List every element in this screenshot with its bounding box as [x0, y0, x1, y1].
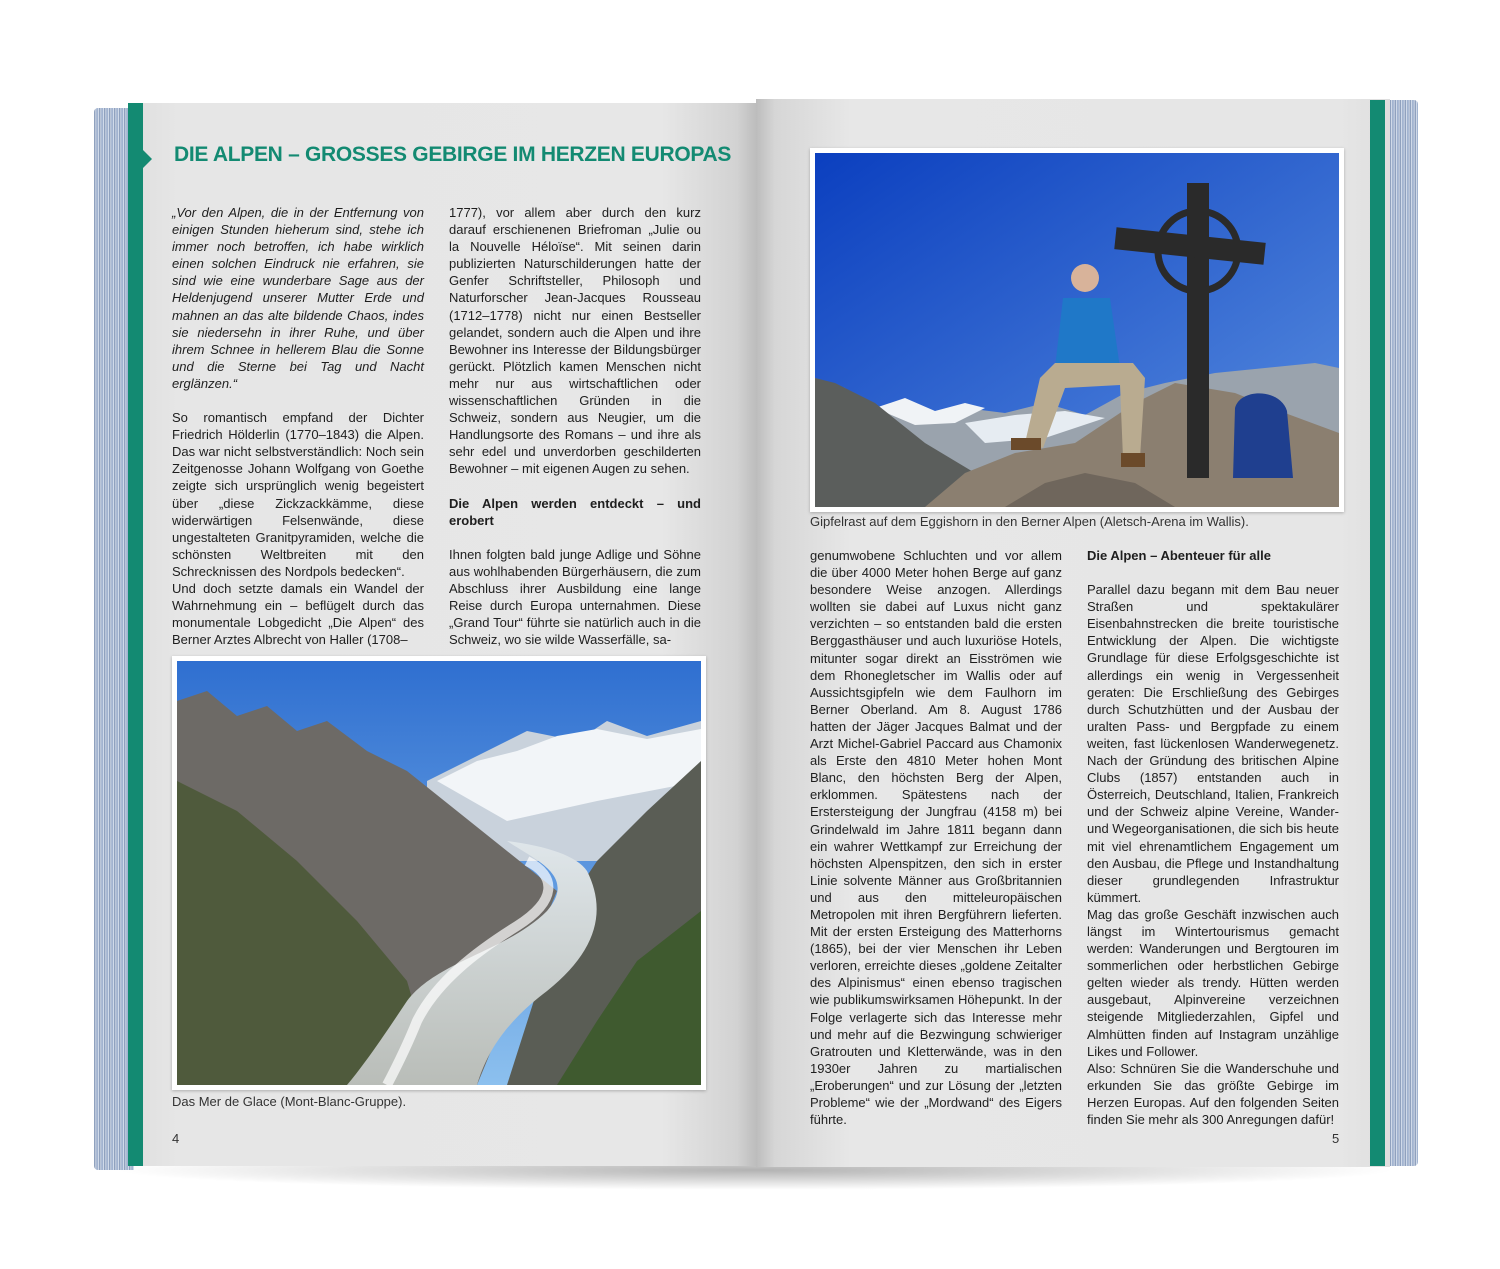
accent-bar-right: [1370, 100, 1385, 1166]
photo-mer-de-glace: [172, 656, 706, 1090]
summit-illustration: [815, 153, 1339, 507]
paragraph: Mag das große Geschäft inzwischen auch längst im Wintertourismus gemacht werden: Wanderungen und Bergtouren im sommerlichen oder herbstlichen Gebirge gelten wieder als trendy. Hütten werden ausgebaut, Alpinvereine verzeichnen steigende Mitgliederzahlen, Gipfel und Almhütten finden auf Instagram unzählige Likes und Follower.: [1087, 906, 1339, 1059]
left-column-2: [449, 204, 701, 648]
paragraph: 1777), vor allem aber durch den kurz darauf erschienenen Briefroman „Julie ou la Nouvelle Héloïse“. Mit seinen darin publizierten Naturschilderungen hatte der Genfer Schriftsteller, Philosoph und Naturforscher Jean-Jacques Rousseau (1712–1778) nicht nur einen Bestseller gelandet, sondern auch die Alpen und ihre Bewohner ins Interesse der Bildungsbürger gerückt. Plötzlich kamen Menschen nicht mehr nur aus wirtschaftlichen oder wissenschaftlichen Gründen in die Schweiz, sondern aus Neugier, um die Handlungsorte des Romans – und ihre als sehr edel und unverdorben geschilderten Bewohner – mit eigenen Augen zu sehen.: [449, 205, 701, 477]
glacier-illustration: [177, 661, 701, 1085]
paragraph: Also: Schnüren Sie die Wanderschuhe und erkunden Sie das größte Gebirge im Herzen Europas. Auf den folgenden Seiten finden Sie mehr als 300 Anregungen dafür!: [1087, 1060, 1339, 1127]
accent-bar-left: [128, 103, 143, 1166]
paragraph: Und doch setzte damals ein Wandel der Wahrnehmung ein – beflügelt durch das monumentale Lobgedicht „Die Alpen“ des Berner Arztes Albrecht von Haller (1708–: [172, 580, 424, 648]
page-number-right: 5: [1332, 1131, 1340, 1146]
page-edges-right: [1386, 100, 1418, 1166]
page-number-left: 4: [172, 1131, 180, 1146]
subheading: Die Alpen – Abenteuer für alle: [1087, 548, 1271, 563]
paragraph: genumwobene Schluchten und vor allem die über 4000 Meter hohen Berge auf ganz besondere Weise anzogen. Allerdings wollten sie dabei auf Luxus nicht ganz verzichten – so entstanden bald die ersten Berggasthäuser und auch luxuriöse Hotels, mitunter sogar direkt an Eisströmen wie dem Rhonegletscher im Wallis oder auf Aussichtsgipfeln wie dem Faulhorn im Berner Oberland. Am 8. August 1786 hatten der Jäger Jacques Balmat und der Arzt Michel-Gabriel Paccard aus Chamonix als Erste den 4810 Meter hohen Mont Blanc, den höchsten Berg der Alpen, erklommen. Spätestens nach der Erstersteigung der Jungfrau (4158 m) bei Grindelwald im Jahre 1811 begann dann ein wahrer Wettkampf zur Erreichung der höchsten Alpenspitzen, den sich in erster Linie solvente Männer aus Großbritannien und aus den mitteleuropäischen Metropolen mit ihren Bergführern lieferten. Mit der ersten Ersteigung des Matterhorns (1865), bei der vier Menschen ihr Leben verloren, erreichte dieses „goldene Zeitalter des Alpinismus“ einen ebenso tragischen wie publikumswirksamen Höhepunkt. In der Folge verlagerte sich das Interesse mehr und mehr auf die Bezwingung schwieriger Gratrouten und Kletterwände, was in den 1930er Jahren zu martialischen „Eroberungen“ und zur Lösung der „letzten Probleme“ wie der „Mordwand“ des Eigers führte.: [810, 548, 1062, 1128]
paragraph: Parallel dazu begann mit dem Bau neuer Straßen und spektakulärer Eisenbahnstrecken die breite touristische Entwicklung der Alpen. Die wichtigste Grundlage für diese Erfolgsgeschichte ist allerdings ein wenig in Vergessenheit geraten: Die Erschließung des Gebirges durch Schutzhütten und der Ausbau der uralten Pass- und Bergpfade zu einem weiten, fast lückenlosen Wanderwegenetz. Nach der Gründung des britischen Alpine Clubs (1857) entstanden auch in Österreich, Deutschland, Italien, Frankreich und der Schweiz alpine Vereine, Wander- und Wegeorganisationen, die sich bis heute mit viel ehrenamtlichem Engagement um den Ausbau, die Pflege und Instandhaltung dieser grundlegenden Infrastruktur kümmert.: [1087, 582, 1339, 905]
photo-caption-left: Das Mer de Glace (Mont-Blanc-Gruppe).: [172, 1094, 407, 1109]
right-column-1: [810, 547, 1062, 1128]
photo-eggishorn: [810, 148, 1344, 512]
left-column-1: [172, 204, 424, 648]
photo-caption-right: Gipfelrast auf dem Eggishorn in den Berner Alpen (Aletsch-Arena im Wallis).: [810, 514, 1249, 529]
paragraph: Ihnen folgten bald junge Adlige und Söhne aus wohlhabenden Bürgerhäusern, die zum Abschluss ihrer Ausbildung eine lange Reise durch Europa unternahmen. Diese „Grand Tour“ führte sie natürlich auch in die Schweiz, wo sie wilde Wasserfälle, sa-: [449, 546, 701, 648]
right-column-2: [1087, 547, 1339, 1128]
hoelderlin-quote: „Vor den Alpen, die in der Entfernung von einigen Stunden hieherum sind, stehe ich immer noch betroffen, ich habe wirklich einen solchen Eindruck nie erfahren, sie sind wie eine wunderbare Sage aus der Heldenjugend unserer Mutter Erde und mahnen an das alte bildende Chaos, indes sie niedersehn in ihrer Ruhe, und über ihrem Schnee in hellerem Blau die Sonne und die Sterne bei Tag und Nacht erglänzen.“: [172, 205, 424, 391]
subheading: Die Alpen werden entdeckt – und erobert: [449, 495, 701, 528]
page-heading: DIE ALPEN – GROSSES GEBIRGE IM HERZEN EUROPAS: [174, 143, 732, 166]
heading-marker-icon: [143, 150, 152, 168]
paragraph: So romantisch empfand der Dichter Friedrich Hölderlin (1770–1843) die Alpen. Das war nicht selbstverständlich: Noch sein Zeitgenosse Johann Wolfgang von Goethe zeigte sich ursprünglich wenig begeistert über „diese Zickzackkämme, diese widerwärtigen Felsenwände, diese ungestalteten Granitpyramiden, welche die schönsten Weltbreiten mit den Schrecknissen des Nordpols bedecken“.: [172, 410, 424, 579]
